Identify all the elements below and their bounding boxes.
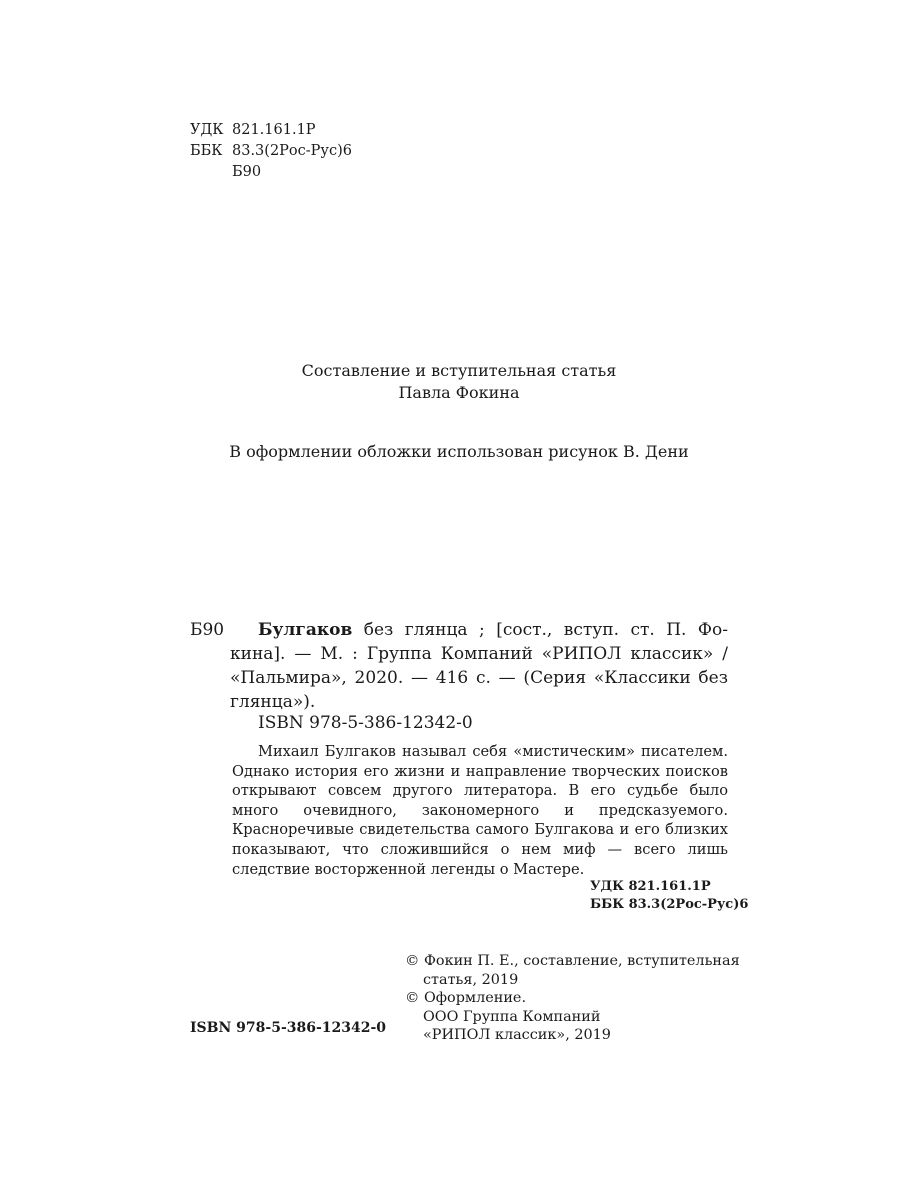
copyright-entry-2: © Оформление. ООО Группа Компаний «РИПОЛ классик», 2019 xyxy=(405,990,611,1043)
author-mark-header: Б90 xyxy=(232,164,262,180)
biblio-record xyxy=(230,618,728,714)
copyright-entry-1: © Фокин П. Е., составление, вступительная статья, 2019 xyxy=(405,953,740,988)
biblio-line-4: глянца»). xyxy=(230,692,316,712)
udk-value: 821.161.1Р xyxy=(232,122,316,138)
biblio-line-1: Булгаков без глянца ; [сост., вступ. ст. П. Фо- xyxy=(258,620,728,640)
biblio-line-3: «Пальмира», 2020. — 416 с. — (Серия «Классики без xyxy=(230,668,728,688)
biblio-line-2: кина]. — М. : Группа Компаний «РИПОЛ классик» / xyxy=(230,644,728,664)
udk-label: УДК xyxy=(190,122,224,138)
bbk-value: 83.3(2Рос-Рус)6 xyxy=(232,143,352,159)
compiler-line-2: Павла Фокина xyxy=(398,383,520,402)
biblio-isbn: ISBN 978-5-386-12342-0 xyxy=(258,713,473,733)
isbn-bottom: ISBN 978-5-386-12342-0 xyxy=(190,1020,387,1036)
footer-udk: УДК 821.161.1Р xyxy=(590,879,711,894)
footer-codes xyxy=(590,878,748,914)
compiler-line-1: Составление и вступительная статья xyxy=(301,361,617,380)
bbk-label: ББК xyxy=(190,143,223,159)
cover-note: В оформлении обложки использован рисунок В. Дени xyxy=(229,442,689,461)
annotation-text: Михаил Булгаков называл себя «мистическим» писателем. Однако история его жизни и направление творческих поисков открывают совсем другого литератора. В его судьбе было много очевидного, закономерного и предсказуемого. Красноречивые свидетельства самого Булгакова и его близких показывают, что сложившийся о нем миф — всего лишь следствие восторженной легенды о Мастере. xyxy=(232,743,728,878)
biblio-author-mark: Б90 xyxy=(190,620,225,640)
udk-code xyxy=(190,120,316,140)
copyright-block xyxy=(405,952,745,1045)
biblio-title: Булгаков xyxy=(258,620,353,640)
bbk-code xyxy=(190,141,352,161)
annotation xyxy=(232,742,728,879)
footer-bbk: ББК 83.3(2Рос-Рус)6 xyxy=(590,897,749,912)
